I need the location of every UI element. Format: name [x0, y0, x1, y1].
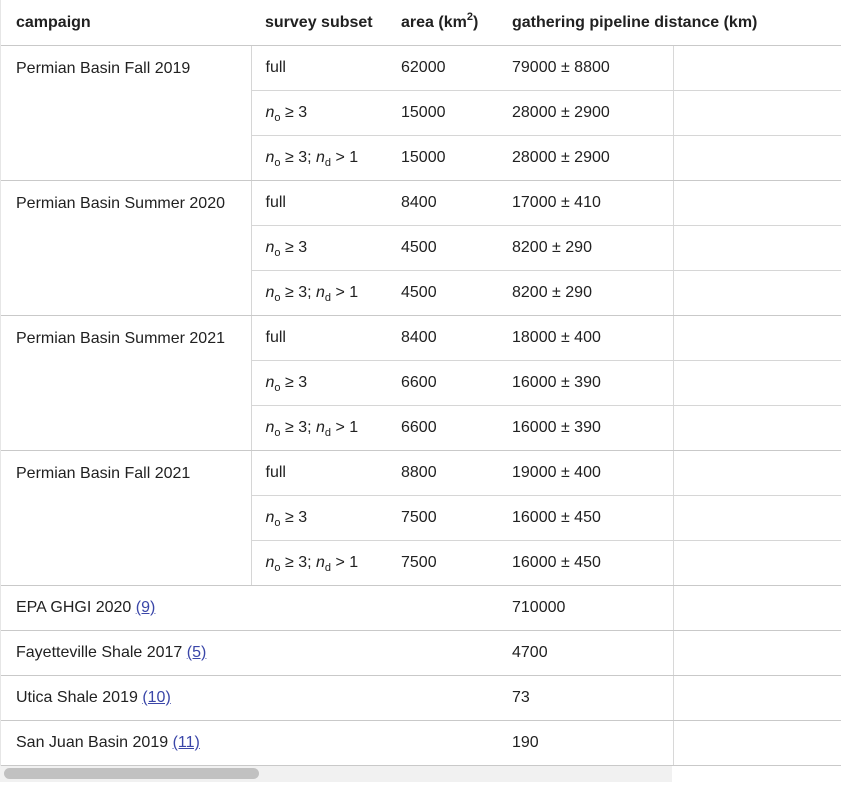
survey-subset-cell — [251, 676, 387, 721]
reference-link[interactable]: (11) — [172, 734, 200, 751]
area-cell: 8400 — [387, 316, 498, 361]
survey-subset-cell: $n_o \ge 3$ — [251, 91, 387, 136]
survey-subset-cell — [251, 631, 387, 676]
pipeline-cell: 18000 ± 400 — [498, 316, 841, 361]
reference-link[interactable]: (5) — [186, 644, 207, 661]
survey-subset-cell: $n_o \ge 3$; $n_d > 1$ — [251, 406, 387, 451]
area-cell: 15000 — [387, 91, 498, 136]
pipeline-cell: 79000 ± 8800 — [498, 46, 841, 91]
reference-link[interactable]: (9) — [135, 599, 156, 616]
campaign-cell — [1, 721, 251, 766]
campaign-cell: Permian Basin Summer 2021 — [1, 316, 251, 451]
area-cell — [387, 631, 498, 676]
survey-subset-cell: full — [251, 316, 387, 361]
survey-subset-cell — [251, 586, 387, 631]
area-cell: 8800 — [387, 451, 498, 496]
table-row — [1, 46, 841, 91]
survey-subset-cell: $n_o \ge 3$ — [251, 226, 387, 271]
campaign-cell: Permian Basin Fall 2021 — [1, 451, 251, 586]
campaign-name: Fayetteville Shale 2017 — [16, 644, 183, 661]
horizontal-scrollbar[interactable] — [0, 766, 672, 782]
area-cell: 6600 — [387, 406, 498, 451]
table-row — [1, 316, 841, 361]
table-row — [1, 181, 841, 226]
survey-subset-cell: full — [251, 181, 387, 226]
area-cell: 7500 — [387, 541, 498, 586]
campaign-cell — [1, 631, 251, 676]
campaign-cell: Permian Basin Summer 2020 — [1, 181, 251, 316]
survey-subset-cell: $n_o \ge 3$ — [251, 496, 387, 541]
survey-subset-cell: $n_o \ge 3$; $n_d > 1$ — [251, 271, 387, 316]
pipeline-cell: 28000 ± 2900 — [498, 91, 841, 136]
pipeline-cell: 8200 ± 290 — [498, 226, 841, 271]
pipeline-cell: 19000 ± 400 — [498, 451, 841, 496]
survey-subset-cell: full — [251, 46, 387, 91]
area-cell — [387, 721, 498, 766]
campaign-name: Utica Shale 2019 — [16, 689, 138, 706]
table-row — [1, 631, 841, 676]
header-row — [1, 0, 841, 46]
area-cell: 6600 — [387, 361, 498, 406]
campaign-cell — [1, 676, 251, 721]
pipeline-cell: 710000 — [498, 586, 841, 631]
area-cell — [387, 676, 498, 721]
survey-subset-cell: $n_o \ge 3$; $n_d > 1$ — [251, 541, 387, 586]
area-cell: 62000 — [387, 46, 498, 91]
table-row — [1, 721, 841, 766]
campaign-name: EPA GHGI 2020 — [16, 599, 132, 616]
area-cell — [387, 586, 498, 631]
area-cell: 15000 — [387, 136, 498, 181]
reference-link[interactable]: (10) — [142, 689, 171, 706]
pipeline-cell: 16000 ± 390 — [498, 361, 841, 406]
area-cell: 4500 — [387, 226, 498, 271]
survey-subset-cell: full — [251, 451, 387, 496]
table-body — [1, 46, 841, 766]
survey-subset-cell: $n_o \ge 3$; $n_d > 1$ — [251, 136, 387, 181]
area-cell: 4500 — [387, 271, 498, 316]
table-row — [1, 586, 841, 631]
pipeline-cell: 28000 ± 2900 — [498, 136, 841, 181]
pipeline-cell: 190 — [498, 721, 841, 766]
pipeline-cell: 4700 — [498, 631, 841, 676]
header-area: area $(km^2)$ — [387, 0, 498, 46]
table-row — [1, 676, 841, 721]
pipeline-table — [1, 0, 841, 766]
scrollbar-thumb[interactable] — [4, 768, 259, 779]
campaign-name: San Juan Basin 2019 — [16, 734, 169, 751]
campaign-cell: Permian Basin Fall 2019 — [1, 46, 251, 181]
area-cell: 7500 — [387, 496, 498, 541]
table-row — [1, 451, 841, 496]
header-campaign: campaign — [1, 0, 251, 46]
pipeline-cell: 8200 ± 290 — [498, 271, 841, 316]
pipeline-cell: 16000 ± 450 — [498, 541, 841, 586]
pipeline-cell: 73 — [498, 676, 841, 721]
pipeline-cell: 16000 ± 390 — [498, 406, 841, 451]
header-subset: survey subset — [251, 0, 387, 46]
header-pipeline: gathering pipeline distance (km) — [498, 0, 841, 46]
survey-subset-cell: $n_o \ge 3$ — [251, 361, 387, 406]
survey-subset-cell — [251, 721, 387, 766]
area-cell: 8400 — [387, 181, 498, 226]
campaign-cell — [1, 586, 251, 631]
pipeline-cell: 16000 ± 450 — [498, 496, 841, 541]
pipeline-cell: 17000 ± 410 — [498, 181, 841, 226]
